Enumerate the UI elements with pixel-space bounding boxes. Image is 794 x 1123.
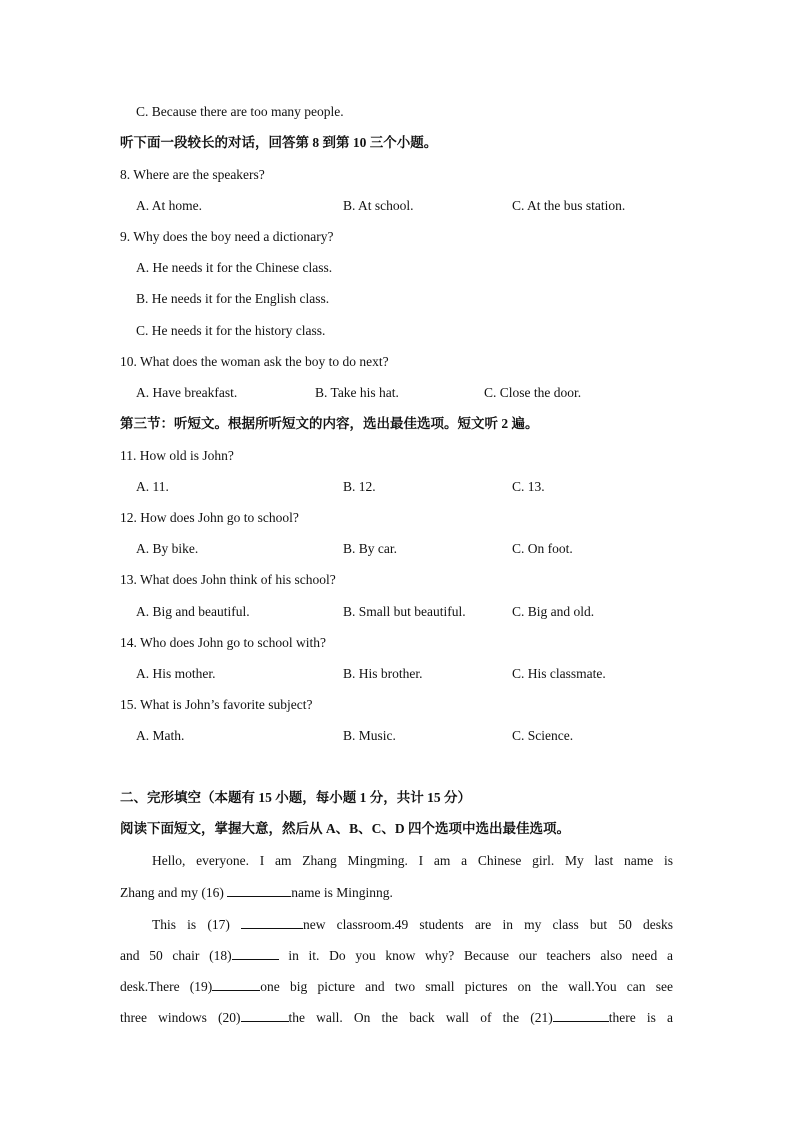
passage-line-6 — [120, 1008, 673, 1027]
blank-16 — [227, 883, 291, 897]
part-2-instruction: 阅读下面短文，掌握大意，然后从 A、B、C、D 四个选项中选出最佳选项。 — [120, 821, 571, 836]
question-12: 12. How does John go to school? — [120, 510, 299, 525]
passage-text: This is (17) — [152, 917, 241, 932]
option-a: A. Math. — [136, 728, 185, 743]
option-b: B. By car. — [343, 541, 397, 556]
passage-text: one big picture and two small pictures on the wall.You can see — [260, 979, 673, 994]
passage-text: name is Minginng. — [291, 885, 393, 900]
passage-text: three windows (20) — [120, 1010, 241, 1025]
question-9-option-c: C. He needs it for the history class. — [136, 323, 326, 338]
passage-line-4 — [120, 946, 673, 965]
option-b: B. 12. — [343, 479, 376, 494]
question-15-options — [0, 727, 794, 745]
question-15: 15. What is John’s favorite subject? — [120, 697, 313, 712]
option-c: C. On foot. — [512, 541, 573, 556]
passage-text: desk.There (19) — [120, 979, 213, 994]
option-a: A. Have breakfast. — [136, 385, 238, 400]
question-8-options — [0, 197, 794, 215]
option-c: C. His classmate. — [512, 666, 606, 681]
blank-19 — [212, 977, 260, 991]
blank-20 — [241, 1008, 289, 1022]
passage-line-3 — [152, 915, 673, 934]
option-a: A. His mother. — [136, 666, 216, 681]
question-12-options — [0, 540, 794, 558]
question-9-option-b: B. He needs it for the English class. — [136, 291, 330, 306]
question-14-options — [0, 665, 794, 683]
question-13-options — [0, 603, 794, 621]
blank-21 — [553, 1008, 609, 1022]
passage-text: the wall. On the back wall of the (21) — [288, 1010, 553, 1025]
part-2-title: 二、完形填空（本题有 15 小题，每小题 1 分，共计 15 分） — [120, 790, 471, 805]
question-9-option-a: A. He needs it for the Chinese class. — [136, 260, 333, 275]
instruction-8-10: 听下面一段较长的对话，回答第 8 到第 10 三个小题。 — [120, 135, 438, 150]
option-c: C. Close the door. — [484, 385, 582, 400]
passage-text: and 50 chair (18) — [120, 948, 232, 963]
option-a: A. At home. — [136, 198, 202, 213]
blank-17 — [241, 915, 303, 929]
question-11-options — [0, 478, 794, 496]
question-13: 13. What does John think of his school? — [120, 572, 336, 587]
option-c: C. Science. — [512, 728, 574, 743]
passage-line-5 — [120, 977, 673, 996]
passage-text: in it. Do you know why? Because our teachers also need a — [278, 948, 674, 963]
option-a: A. 11. — [136, 479, 169, 494]
question-10: 10. What does the woman ask the boy to do next? — [120, 354, 389, 369]
option-a: A. Big and beautiful. — [136, 604, 250, 619]
passage-text: new classroom.49 students are in my class but 50 desks — [302, 917, 674, 932]
question-14: 14. Who does John go to school with? — [120, 635, 326, 650]
passage-line-1: Hello, everyone. I am Zhang Mingming. I am a Chinese girl. My last name is — [152, 853, 673, 868]
passage-line-2 — [120, 883, 673, 902]
option-c: C. Big and old. — [512, 604, 595, 619]
option-b: B. Take his hat. — [315, 385, 399, 400]
q7-option-c: C. Because there are too many people. — [136, 104, 344, 119]
option-b: B. His brother. — [343, 666, 423, 681]
section-3-title: 第三节：听短文。根据所听短文的内容，选出最佳选项。短文听 2 遍。 — [120, 416, 539, 431]
option-b: B. At school. — [343, 198, 414, 213]
option-b: B. Small but beautiful. — [343, 604, 466, 619]
blank-18 — [232, 946, 279, 960]
passage-text: there is a — [608, 1010, 673, 1025]
option-c: C. 13. — [512, 479, 545, 494]
question-11: 11. How old is John? — [120, 448, 234, 463]
option-b: B. Music. — [343, 728, 396, 743]
question-10-options — [0, 384, 794, 402]
option-c: C. At the bus station. — [512, 198, 626, 213]
question-9: 9. Why does the boy need a dictionary? — [120, 229, 334, 244]
option-a: A. By bike. — [136, 541, 199, 556]
passage-text: Zhang and my (16) — [120, 885, 228, 900]
question-8: 8. Where are the speakers? — [120, 167, 265, 182]
